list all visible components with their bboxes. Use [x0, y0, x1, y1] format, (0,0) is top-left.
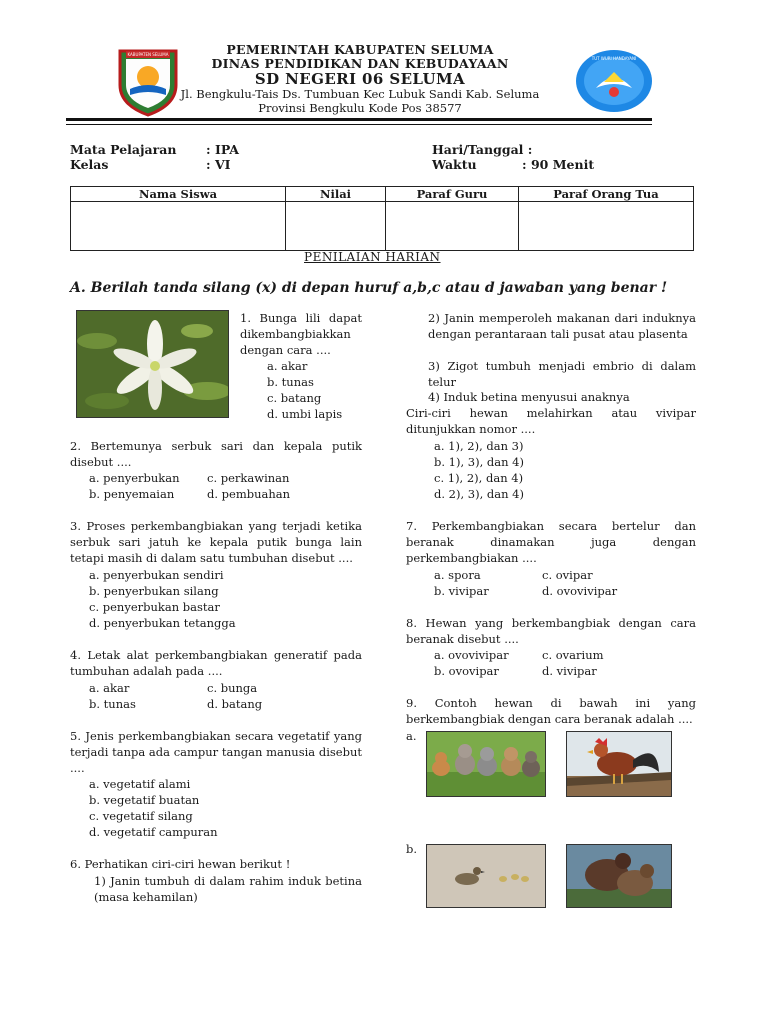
q4-option-a[interactable]: a. akar	[89, 681, 130, 695]
kittens-image[interactable]	[426, 731, 546, 797]
q5-option-a[interactable]: a. vegetatif alami	[89, 777, 191, 791]
day-date-label: Hari/Tanggal :	[432, 142, 533, 157]
rooster-image[interactable]	[566, 731, 672, 797]
header-parent-signature: Paraf Orang Tua	[519, 187, 694, 202]
q6-option-a[interactable]: a. 1), 2), dan 3)	[434, 439, 524, 453]
page-title: PENILAIAN HARIAN	[304, 250, 441, 264]
q2-option-b[interactable]: b. penyemaian	[89, 487, 175, 501]
q2-option-a[interactable]: a. penyerbukan	[89, 471, 180, 485]
letterhead-rule-thick	[66, 118, 652, 121]
header-score: Nilai	[286, 187, 386, 202]
class-label: Kelas	[70, 157, 109, 172]
q2-option-c[interactable]: c. perkawinan	[207, 471, 290, 485]
q8-option-c[interactable]: c. ovarium	[542, 648, 604, 662]
q2-option-d[interactable]: d. pembuahan	[207, 487, 291, 501]
q3-option-d[interactable]: d. penyerbukan tetangga	[89, 616, 236, 630]
time-value: : 90 Menit	[522, 157, 595, 172]
q1-option-d[interactable]: d. umbi lapis	[267, 407, 343, 421]
header-teacher-signature: Paraf Guru	[386, 187, 519, 202]
question-4: 4. Letak alat perkembangbiakan generatif pada tumbuhan adalah pada ....	[70, 648, 362, 678]
q3-option-a[interactable]: a. penyerbukan sendiri	[89, 568, 224, 582]
q8-option-b[interactable]: b. ovovipar	[434, 664, 499, 678]
q5-option-b[interactable]: b. vegetatif buatan	[89, 793, 200, 807]
quail-image[interactable]	[566, 844, 672, 908]
q6-option-b[interactable]: b. 1), 3), dan 4)	[434, 455, 524, 469]
q1-option-b[interactable]: b. tunas	[267, 375, 314, 389]
question-2: 2. Bertemunya serbuk sari dan kepala putik disebut ....	[70, 439, 362, 469]
q6-item-4: 4) Induk betina menyusui anaknya	[428, 390, 630, 404]
q8-option-a[interactable]: a. ovovivipar	[434, 648, 509, 662]
question-5: 5. Jenis perkembangbiakan secara vegetatif yang terjadi tanpa ada campur tangan manusia disebut ....	[70, 729, 362, 775]
letterhead-province: Provinsi Bengkulu Kode Pos 38577	[258, 101, 462, 115]
question-1: 1. Bunga lili dapat dikembangbiakkan dengan cara ....	[240, 311, 362, 357]
letterhead-address: Jl. Bengkulu-Tais Ds. Tumbuan Kec Lubuk Sandi Kab. Seluma	[180, 87, 540, 101]
q5-option-d[interactable]: d. vegetatif campuran	[89, 825, 218, 839]
q6-item-1: 1) Janin tumbuh di dalam rahim induk betina (masa kehamilan)	[94, 874, 362, 904]
q1-option-c[interactable]: c. batang	[267, 391, 322, 405]
q7-option-a[interactable]: a. spora	[434, 568, 481, 582]
score-table	[70, 186, 694, 251]
header-student-name: Nama Siswa	[71, 187, 286, 202]
q4-option-d[interactable]: d. batang	[207, 697, 263, 711]
q6-item-2: 2) Janin memperoleh makanan dari induknya dengan perantaraan tali pusat atau plasenta	[428, 311, 696, 341]
parent-signature-cell[interactable]	[519, 202, 694, 251]
ducks-image[interactable]	[426, 844, 546, 908]
regency-logo-text: KABUPATEN SELUMA	[127, 52, 169, 57]
question-6: 6. Perhatikan ciri-ciri hewan berikut !	[70, 857, 291, 871]
q7-option-b[interactable]: b. vivipar	[434, 584, 489, 598]
q6-item-3: 3) Zigot tumbuh menjadi embrio di dalam telur	[428, 359, 696, 389]
q8-option-d[interactable]: d. vivipar	[542, 664, 597, 678]
q1-option-a[interactable]: a. akar	[267, 359, 308, 373]
q9-option-a-label[interactable]: a.	[406, 729, 417, 743]
question-9: 9. Contoh hewan di bawah ini yang berkembangbiak dengan cara beranak adalah ....	[406, 696, 696, 726]
tut-wuri-handayani-text: TUT WURI HANDAYANI	[591, 56, 637, 61]
q4-option-b[interactable]: b. tunas	[89, 697, 136, 711]
regency-logo	[112, 45, 184, 117]
question-3: 3. Proses perkembangbiakan yang terjadi ketika serbuk sari jatuh ke kepala putik bunga lain tetapi masih di dalam satu tumbuhan disebut ....	[70, 519, 362, 565]
question-8: 8. Hewan yang berkembangbiak dengan cara beranak disebut ....	[406, 616, 696, 646]
q4-option-c[interactable]: c. bunga	[207, 681, 258, 695]
time-label: Waktu	[432, 157, 477, 172]
student-name-cell[interactable]	[71, 202, 286, 251]
instruction: A. Berilah tanda silang (x) di depan huruf a,b,c atau d jawaban yang benar !	[70, 280, 668, 296]
q7-option-c[interactable]: c. ovipar	[542, 568, 593, 582]
q6-option-c[interactable]: c. 1), 2), dan 4)	[434, 471, 524, 485]
letterhead-government: PEMERINTAH KABUPATEN SELUMA	[226, 42, 494, 57]
q3-option-b[interactable]: b. penyerbukan silang	[89, 584, 219, 598]
q6-stem: Ciri-ciri hewan melahirkan atau vivipar ditunjukkan nomor ....	[406, 406, 696, 436]
letterhead-rule-thin	[66, 124, 652, 125]
question-7: 7. Perkembangbiakan secara bertelur dan beranak dinamakan juga dengan perkembangbiakan ....	[406, 519, 696, 565]
subject-label: Mata Pelajaran	[70, 142, 177, 157]
q9-option-b-label[interactable]: b.	[406, 842, 418, 856]
tut-wuri-handayani-logo	[574, 48, 654, 114]
class-value: : VI	[206, 157, 231, 172]
teacher-signature-cell[interactable]	[386, 202, 519, 251]
q3-option-c[interactable]: c. penyerbukan bastar	[89, 600, 220, 614]
score-cell[interactable]	[286, 202, 386, 251]
lily-flower-image	[76, 310, 229, 418]
q6-option-d[interactable]: d. 2), 3), dan 4)	[434, 487, 524, 501]
letterhead-school-name: SD NEGERI 06 SELUMA	[254, 70, 466, 88]
subject-value: : IPA	[206, 142, 240, 157]
letterhead-department: DINAS PENDIDIKAN DAN KEBUDAYAAN	[211, 56, 509, 71]
q5-option-c[interactable]: c. vegetatif silang	[89, 809, 193, 823]
q7-option-d[interactable]: d. ovovivipar	[542, 584, 618, 598]
